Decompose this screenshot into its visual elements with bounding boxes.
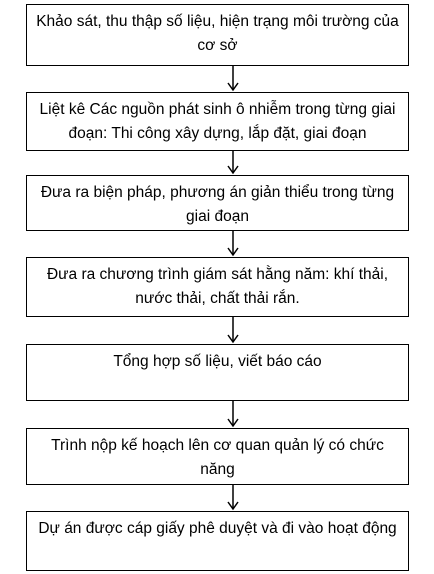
step-4-monitoring: Đưa ra chương trình giám sát hằng năm: khí thải, nước thải, chất thải rắn. <box>26 257 409 317</box>
step-5-report: Tổng hợp số liệu, viết báo cáo <box>26 344 409 401</box>
arrow-3 <box>227 231 239 257</box>
step-1-survey: Khảo sát, thu thập số liệu, hiện trạng môi trường của cơ sở <box>26 4 409 66</box>
arrow-4 <box>227 317 239 344</box>
arrow-5 <box>227 401 239 428</box>
arrow-1 <box>227 66 239 92</box>
step-3-mitigation: Đưa ra biện pháp, phương án giản thiểu trong từng giai đoạn <box>26 175 409 231</box>
step-6-submit-plan: Trình nộp kế hoạch lên cơ quan quản lý có chức năng <box>26 428 409 485</box>
arrow-2 <box>227 151 239 175</box>
step-7-approval: Dự án được cáp giấy phê duyệt và đi vào hoạt động <box>26 511 409 571</box>
arrow-6 <box>227 485 239 511</box>
step-2-pollution-sources: Liệt kê Các nguồn phát sinh ô nhiễm trong từng giai đoạn: Thi công xây dựng, lắp đặt, giai đoạn <box>26 92 409 151</box>
